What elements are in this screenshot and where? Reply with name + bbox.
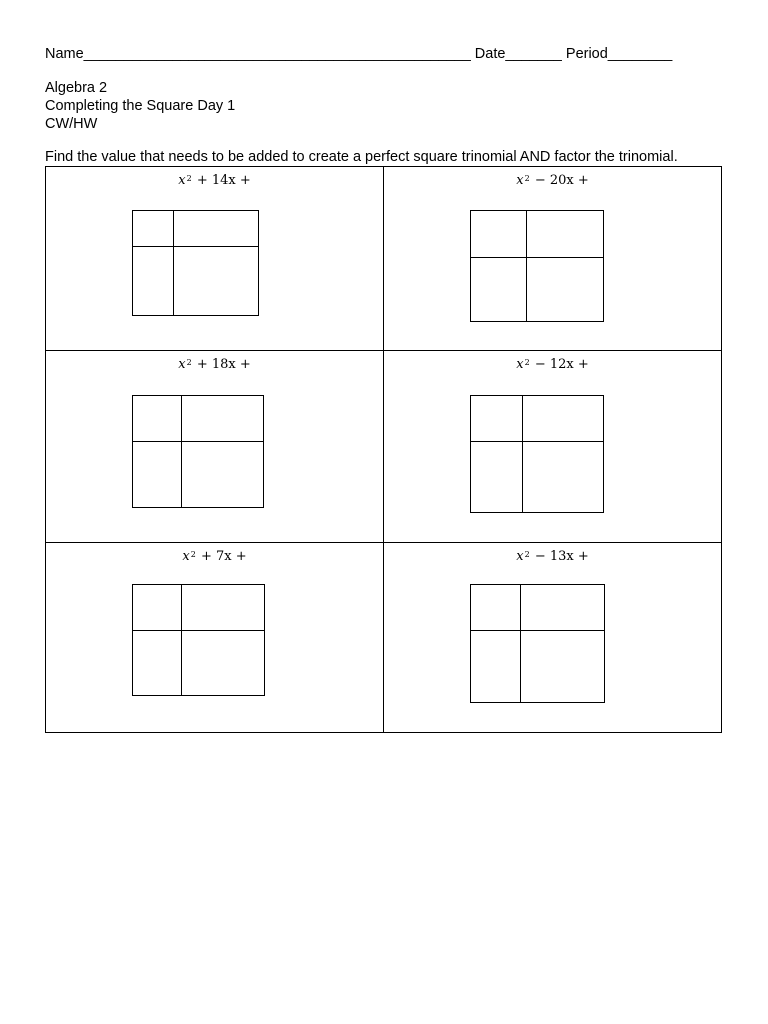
area-model-box-3[interactable] bbox=[132, 395, 264, 508]
expression-6: $x^2 - 13x$ + bbox=[516, 549, 589, 564]
problem-cell-4 bbox=[384, 351, 721, 543]
problem-cell-2 bbox=[384, 167, 721, 351]
area-model-box-6[interactable] bbox=[470, 584, 605, 703]
instructions: Find the value that needs to be added to create a perfect square trinomial AND factor the trinomial. bbox=[45, 149, 678, 165]
area-model-box-5[interactable] bbox=[132, 584, 265, 696]
worksheet-header bbox=[45, 79, 235, 133]
problem-cell-3 bbox=[46, 351, 384, 543]
area-model-box-4[interactable] bbox=[470, 395, 604, 513]
expression-1: $x^2 + 14x$ + bbox=[178, 173, 251, 188]
problem-grid bbox=[45, 166, 722, 733]
expression-3: $x^2 + 18x$ + bbox=[178, 357, 251, 372]
expression-2: $x^2 - 20x$ + bbox=[516, 173, 589, 188]
course-title: Algebra 2 bbox=[45, 80, 108, 96]
problem-cell-6 bbox=[384, 543, 721, 732]
problem-cell-1 bbox=[46, 167, 384, 351]
area-model-box-1[interactable] bbox=[132, 210, 259, 316]
problem-cell-5 bbox=[46, 543, 384, 732]
expression-4: $x^2 - 12x$ + bbox=[516, 357, 589, 372]
name-date-period-line[interactable]: Name________________________________________________ Date_______ Period________ bbox=[45, 46, 673, 62]
lesson-title: Completing the Square Day 1 bbox=[45, 98, 236, 114]
assignment-type: CW/HW bbox=[45, 116, 98, 132]
area-model-box-2[interactable] bbox=[470, 210, 604, 322]
expression-5: $x^2 + 7x$ + bbox=[182, 549, 247, 564]
